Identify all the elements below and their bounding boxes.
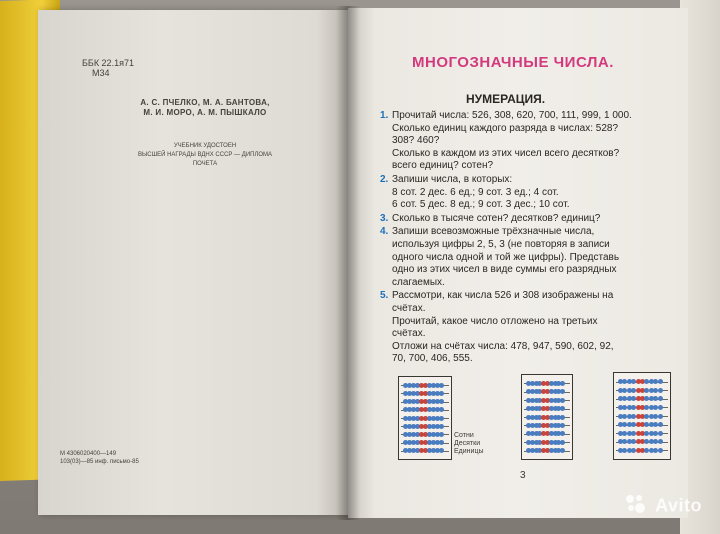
authors-line: М. И. МОРО, А. М. ПЫШКАЛО — [143, 108, 267, 117]
abacus-bead — [439, 399, 444, 404]
bbk-code-line: ББК 22.1я71 — [82, 58, 134, 68]
exercise-number: 4. — [380, 226, 389, 238]
award-note — [130, 142, 280, 169]
abacus-3 — [613, 372, 671, 460]
authors — [130, 98, 280, 118]
abacus-bead — [560, 415, 565, 420]
exercise-text-line: счётах. — [392, 302, 426, 314]
award-line: УЧЕБНИК УДОСТОЕН — [173, 143, 237, 149]
bbk-code — [82, 58, 134, 78]
legend-units: Единицы — [454, 448, 484, 455]
abacus-1 — [398, 376, 452, 460]
abacus-bead — [658, 431, 663, 436]
exercise-text-line: 8 сот. 2 дес. 6 ед.; 9 сот. 3 ед.; 4 сот. — [392, 186, 559, 198]
imprint-line: М 4306020400—149 — [60, 451, 117, 457]
legend-hundreds: Сотни — [454, 432, 474, 439]
abacus-bead — [658, 379, 663, 384]
left-page — [38, 10, 348, 515]
abacus-bead — [658, 396, 663, 401]
exercise-item — [380, 213, 672, 226]
bbk-sub-line: М34 — [92, 68, 110, 78]
abacus-bead — [658, 448, 663, 453]
exercise-text-line: Рассмотри, как числа 526 и 308 изображены на — [392, 290, 614, 302]
abacus-bead — [560, 398, 565, 403]
avito-logo-icon — [624, 493, 646, 520]
book-spine — [336, 6, 360, 520]
abacus-bead — [560, 440, 565, 445]
abacus-bead — [560, 389, 565, 394]
exercise-text-line: одно из этих чисел в виде суммы его разрядных — [392, 264, 617, 276]
exercise-text-line: Прочитай числа: 526, 308, 620, 700, 111, 999, 1 000. — [392, 110, 632, 121]
legend-tens: Десятки — [454, 440, 481, 447]
exercise-text-line: Запиши всевозможные трёхзначные числа, — [392, 226, 595, 238]
exercise-text-line: Сколько в тысяче сотен? десятков? единиц? — [392, 212, 601, 224]
exercise-text-line: счётах. — [392, 328, 426, 340]
exercise-item — [380, 226, 672, 289]
abacus-bead — [658, 414, 663, 419]
abacus-bead — [658, 439, 663, 444]
exercise-number: 2. — [380, 173, 389, 185]
abacus-bead — [439, 432, 444, 437]
abacus-bead — [658, 422, 663, 427]
abacus-2 — [521, 374, 573, 460]
imprint-line: 103(03)—85 инф. письмо-85 — [60, 459, 139, 465]
abacus-bead — [658, 405, 663, 410]
page-number: 3 — [520, 470, 526, 481]
exercise-text-line: 308? 460? — [392, 135, 440, 147]
abacus-bead — [439, 448, 444, 453]
exercise-text-line: одного числа одной и той же цифры). Представь — [392, 251, 620, 263]
exercise-text-line: всего единиц? сотен? — [392, 160, 494, 172]
exercise-number: 1. — [380, 110, 389, 121]
exercise-number: 5. — [380, 290, 389, 302]
abacus-bead — [560, 448, 565, 453]
watermark-text: Avito — [655, 495, 702, 516]
exercise-list — [380, 110, 672, 367]
exercise-text-line: Прочитай, какое число отложено на третьих — [392, 315, 598, 327]
abacus-bead — [439, 424, 444, 429]
exercise-number: 3. — [380, 212, 389, 224]
abacus-bead — [560, 381, 565, 386]
award-line: ВЫСШЕЙ НАГРАДЫ ВДНХ СССР — ДИПЛОМА ПОЧЕТА — [137, 152, 273, 167]
abacus-bead — [439, 407, 444, 412]
chapter-title: МНОГОЗНАЧНЫЕ ЧИСЛА. — [412, 54, 614, 71]
abacus-bead — [439, 383, 444, 388]
exercise-text-line: 70, 700, 406, 555. — [392, 353, 473, 365]
abacus-bead — [439, 440, 444, 445]
authors-line: А. С. ПЧЕЛКО, М. А. БАНТОВА, — [140, 98, 270, 107]
abacus-bead — [439, 416, 444, 421]
exercise-text-line: 6 сот. 5 дес. 8 ед.; 9 сот. 3 дес.; 10 сот. — [392, 199, 570, 211]
abacus-bead — [658, 388, 663, 393]
exercise-text-line: Запиши числа, в которых: — [392, 173, 513, 185]
exercise-item — [380, 110, 672, 173]
avito-watermark — [624, 493, 702, 520]
imprint — [60, 450, 139, 466]
exercise-text-line: Отложи на счётах числа: 478, 947, 590, 602, 92, — [392, 340, 614, 352]
exercise-item — [380, 174, 672, 212]
abacus-bead — [560, 406, 565, 411]
exercise-text-line: используя цифры 2, 5, 3 (не повторяя в записи — [392, 238, 610, 250]
exercise-text-line: слагаемых. — [392, 276, 445, 288]
exercise-item — [380, 290, 672, 366]
abacus-bead — [560, 431, 565, 436]
exercise-text-line: Сколько в каждом из этих чисел всего десятков? — [392, 147, 620, 159]
exercise-text-line: Сколько единиц каждого разряда в числах: 528? — [392, 122, 619, 134]
abacus-bead — [560, 423, 565, 428]
abacus-legend — [454, 432, 483, 456]
section-title: НУМЕРАЦИЯ. — [466, 92, 546, 106]
abacus-bead — [439, 391, 444, 396]
